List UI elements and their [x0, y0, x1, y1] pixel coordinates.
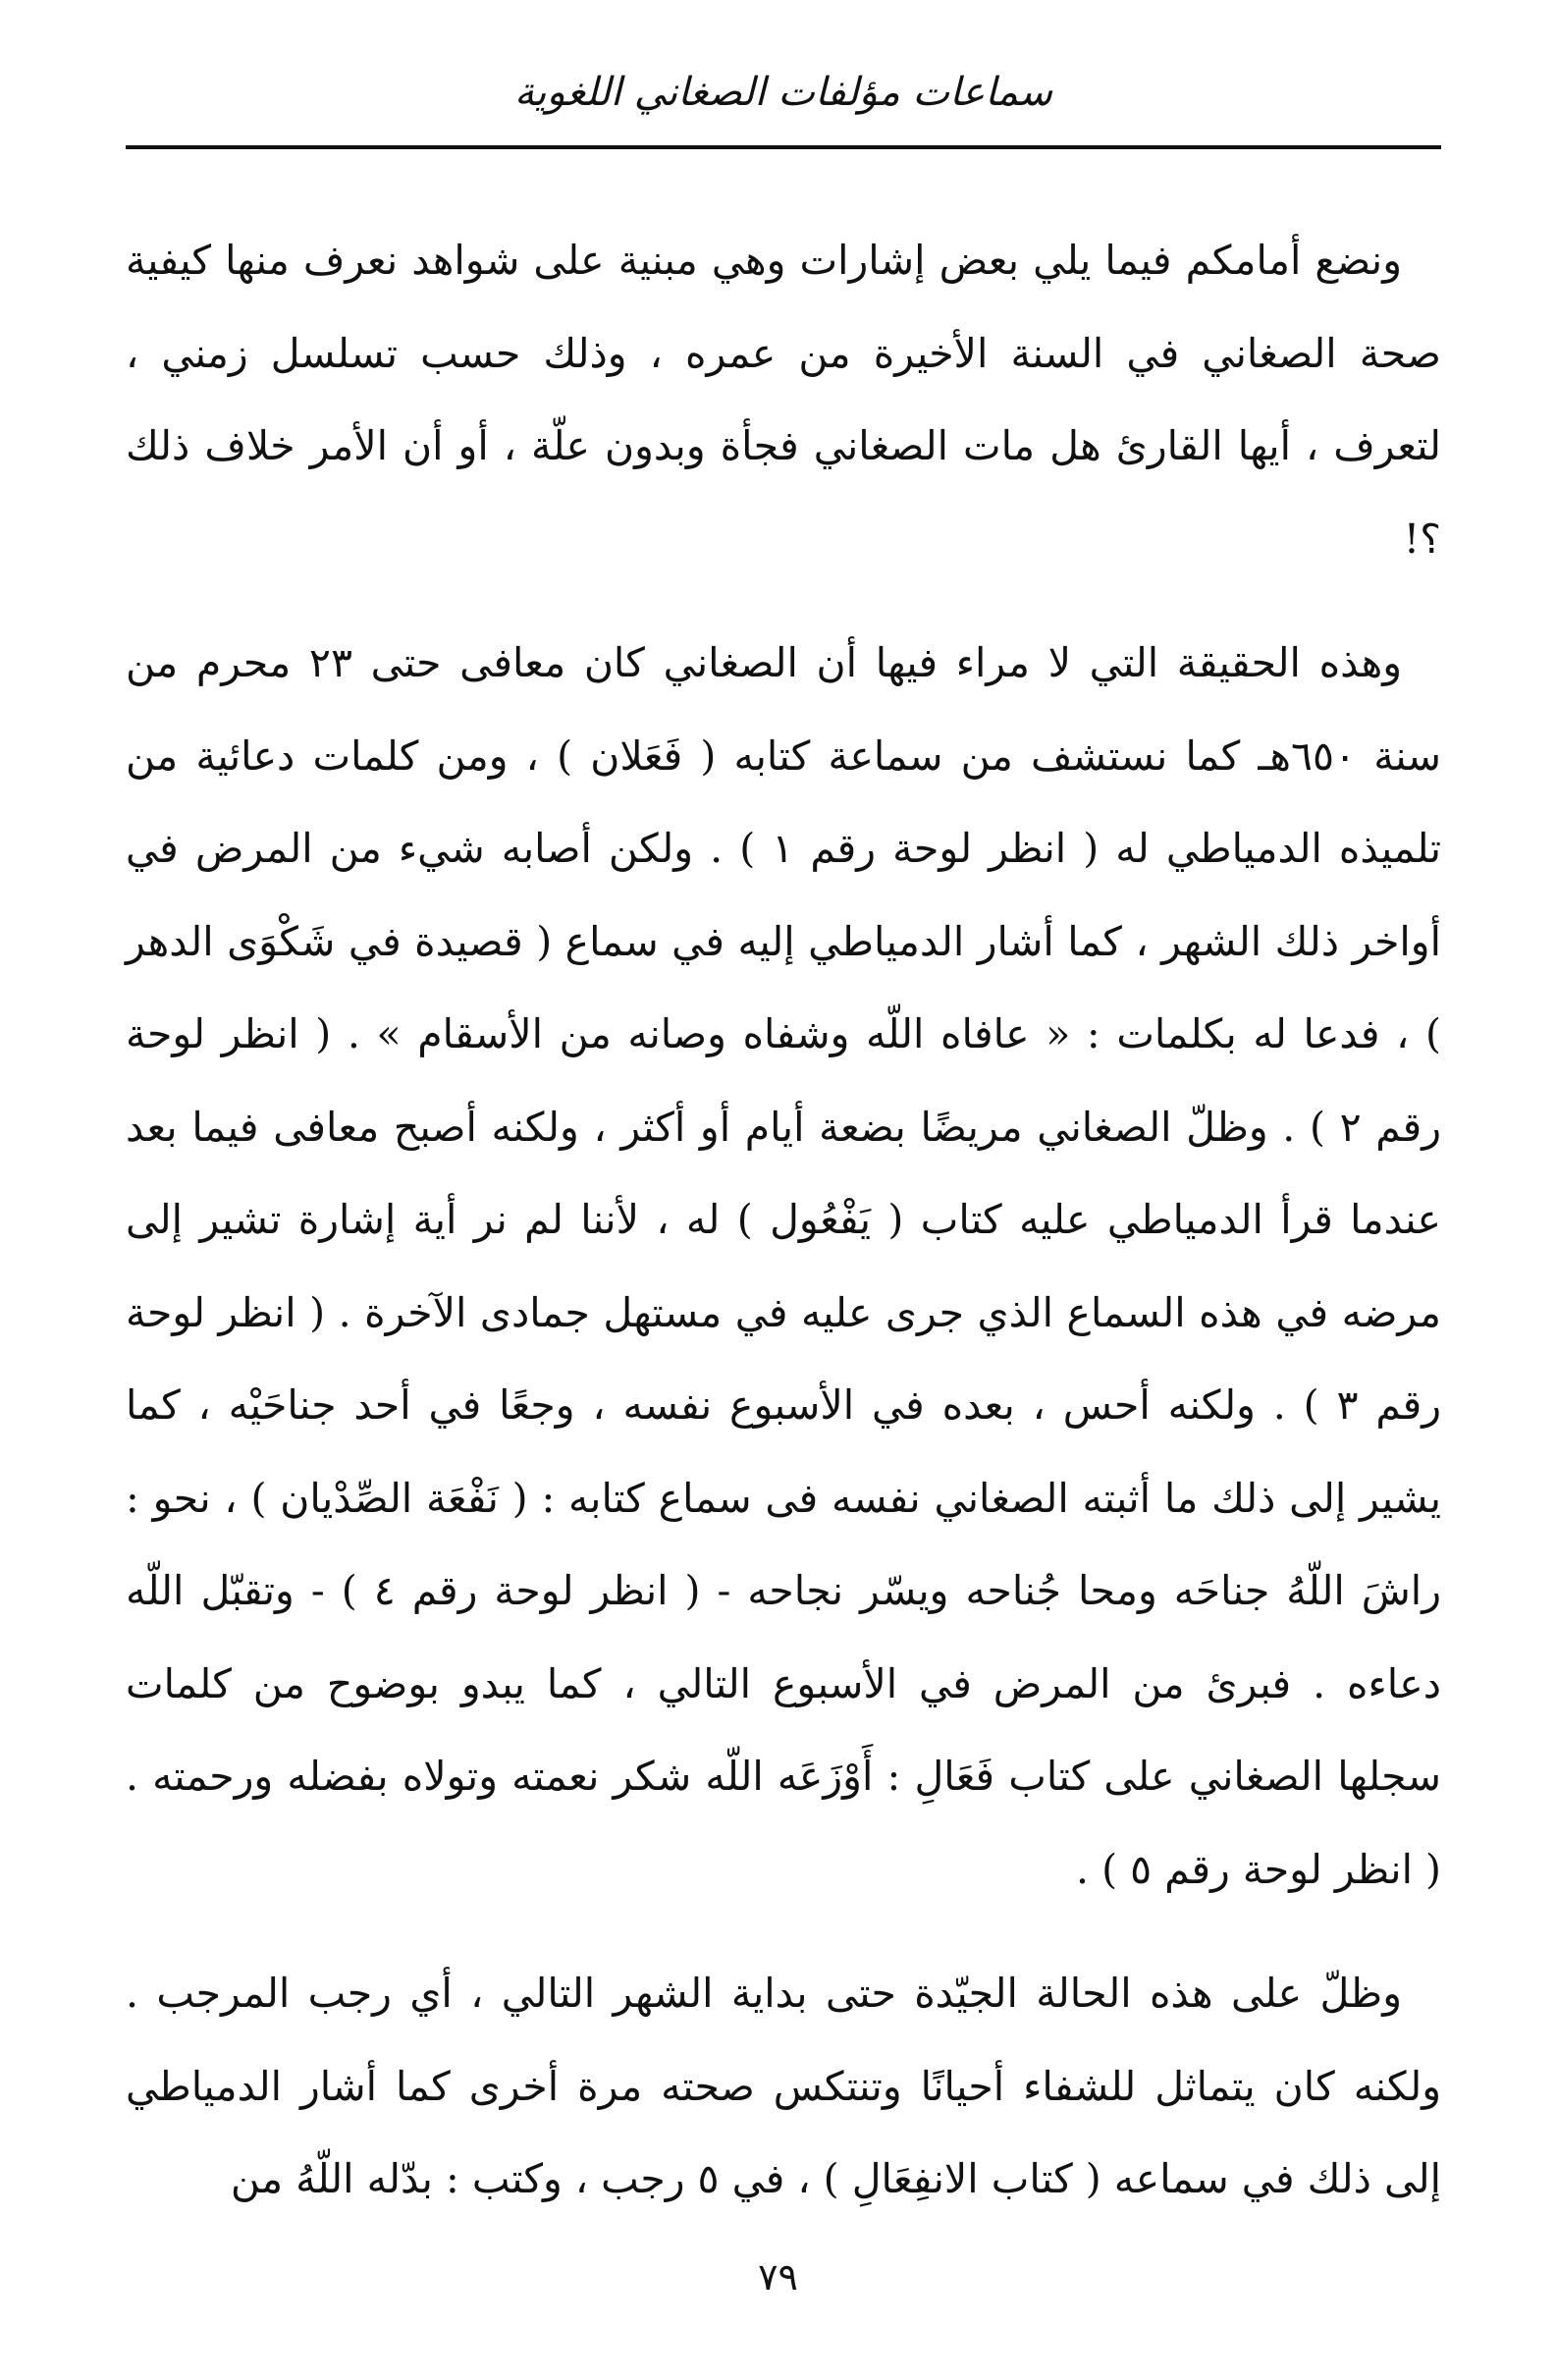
- paragraph-2: وهذه الحقيقة التي لا مراء فيها أن الصغاني كان معافى حتى ٢٣ محرم من سنة ٦٥٠هـ كما نستشف من سماعة كتابه ( فَعَلان ) ، ومن كلمات دعائية من تلميذه الدمياطي له ( انظر لوحة رقم ١ ) . ولكن أصابه شيء من المرض في أواخر ذلك الشهر ، كما أشار الدمياطي إليه في سماع ( قصيدة في شَكْوَى الدهر ) ، فدعا له بكلمات : « عافاه اللّه وشفاه وصانه من الأسقام » . ( انظر لوحة رقم ٢ ) . وظلّ الصغاني مريضًا بضعة أيام أو أكثر ، ولكنه أصبح معافى فيما بعد عندما قرأ الدمياطي عليه كتاب ( يَفْعُول ) له ، لأننا لم نر أية إشارة تشير إلى مرضه في هذه السماع الذي جرى عليه في مستهل جمادى الآخرة . ( انظر لوحة رقم ٣ ) . ولكنه أحس ، بعده في الأسبوع نفسه ، وجعًا في أحد جناحَيْه ، كما يشير إلى ذلك ما أثبته الصغاني نفسه فى سماع كتابه : ( نَفْعَة الصِّدْيان ) ، نحو : راشَ اللّهُ جناحَه ومحا جُناحه ويسّر نجاحه - ( انظر لوحة رقم ٤ ) - وتقبّل اللّه دعاءه . فبرئ من المرض في الأسبوع التالي ، كما يبدو بوضوح من كلمات سجلها الصغاني على كتاب فَعَالِ : أَوْزَعَه اللّه شكر نعمته وتولاه بفضله ورحمته . ( انظر لوحة رقم ٥ ) .: [126, 639, 1442, 1893]
- page-number: ٧٩: [758, 2255, 798, 2299]
- body-text: [126, 214, 1441, 2226]
- running-header: سماعات مؤلفات الصغاني اللغوية: [513, 70, 1053, 115]
- header-rule: [126, 145, 1441, 149]
- paragraph-3: وظلّ على هذه الحالة الجيّدة حتى بداية الشهر التالي ، أي رجب المرجب . ولكنه كان يتماثل للشفاء أحيانًا وتنتكس صحته مرة أخرى كما أشار الدمياطي إلى ذلك في سماعه ( كتاب الانفِعَالِ ) ، في ٥ رجب ، وكتب : بدّله اللّهُ من: [126, 1970, 1441, 2202]
- paragraph-1: ونضع أمامكم فيما يلي بعض إشارات وهي مبنية على شواهد نعرف منها كيفية صحة الصغاني في السنة الأخيرة من عمره ، وذلك حسب تسلسل زمني ، لتعرف ، أيها القارئ هل مات الصغاني فجأة وبدون علّة ، أو أن الأمر خلاف ذلك ؟!: [126, 237, 1441, 563]
